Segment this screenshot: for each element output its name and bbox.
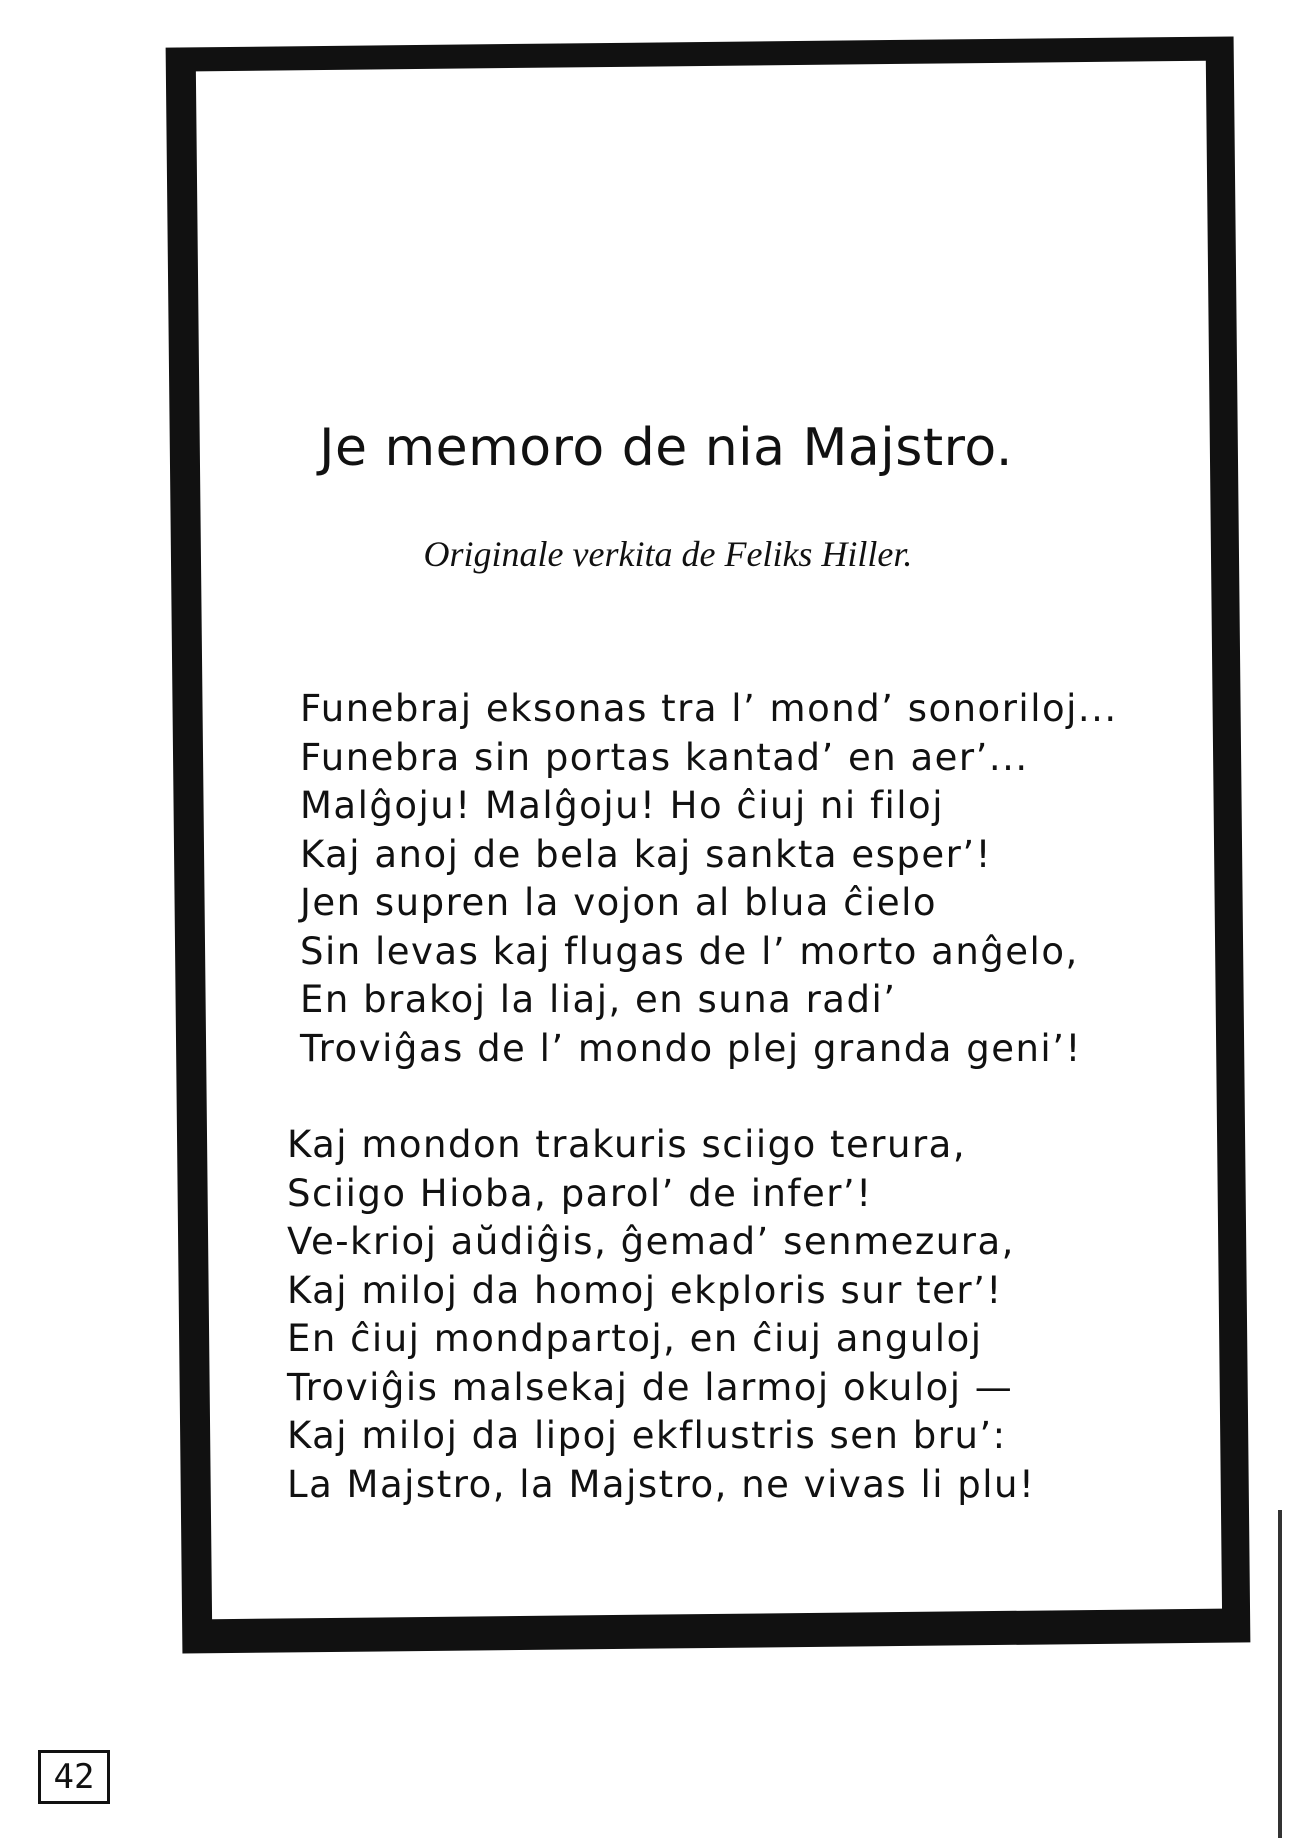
poem-line: Kaj anoj de bela kaj sankta esper’! xyxy=(300,832,992,876)
poem-line: Sciigo Hioba, parol’ de infer’! xyxy=(287,1171,873,1215)
poem-line: Troviĝis malsekaj de larmoj okuloj — xyxy=(287,1365,1014,1409)
poem-title: Je memoro de nia Majstro. xyxy=(319,418,1013,478)
poem-line: Ve-krioj aŭdiĝis, ĝemad’ senmezura, xyxy=(287,1220,1015,1263)
poem-line: Malĝoju! Malĝoju! Ho ĉiuj ni filoj xyxy=(300,784,944,827)
poem-line: Funebraj eksonas tra l’ mond’ sonoriloj... xyxy=(300,687,1118,730)
poem-line: Troviĝas de l’ mondo plej granda geni’! xyxy=(300,1026,1082,1070)
poem-line: Jen supren la vojon al blua ĉielo xyxy=(300,881,938,924)
stanza-2 xyxy=(287,1121,1035,1509)
poem-line: Kaj miloj da lipoj ekflustris sen bru’: xyxy=(287,1414,1007,1457)
poem-subtitle: Originale verkita de Feliks Hiller. xyxy=(423,534,913,574)
poem-line: En ĉiuj mondpartoj, en ĉiuj anguloj xyxy=(287,1317,983,1360)
page-number: 42 xyxy=(38,1750,110,1804)
poem-line: La Majstro, la Majstro, ne vivas li plu! xyxy=(287,1462,1036,1506)
poem-line: Funebra sin portas kantad’ en aer’... xyxy=(300,735,1029,779)
poem-line: Kaj miloj da homoj ekploris sur ter’! xyxy=(287,1268,1003,1312)
poem-line: Sin levas kaj flugas de l’ morto anĝelo, xyxy=(300,929,1079,973)
poem-line: Kaj mondon trakuris sciigo terura, xyxy=(287,1123,967,1166)
scan-edge-line xyxy=(1278,1510,1282,1838)
stanza-1 xyxy=(300,685,1118,1073)
poem-line: En brakoj la liaj, en suna radi’ xyxy=(300,978,897,1021)
